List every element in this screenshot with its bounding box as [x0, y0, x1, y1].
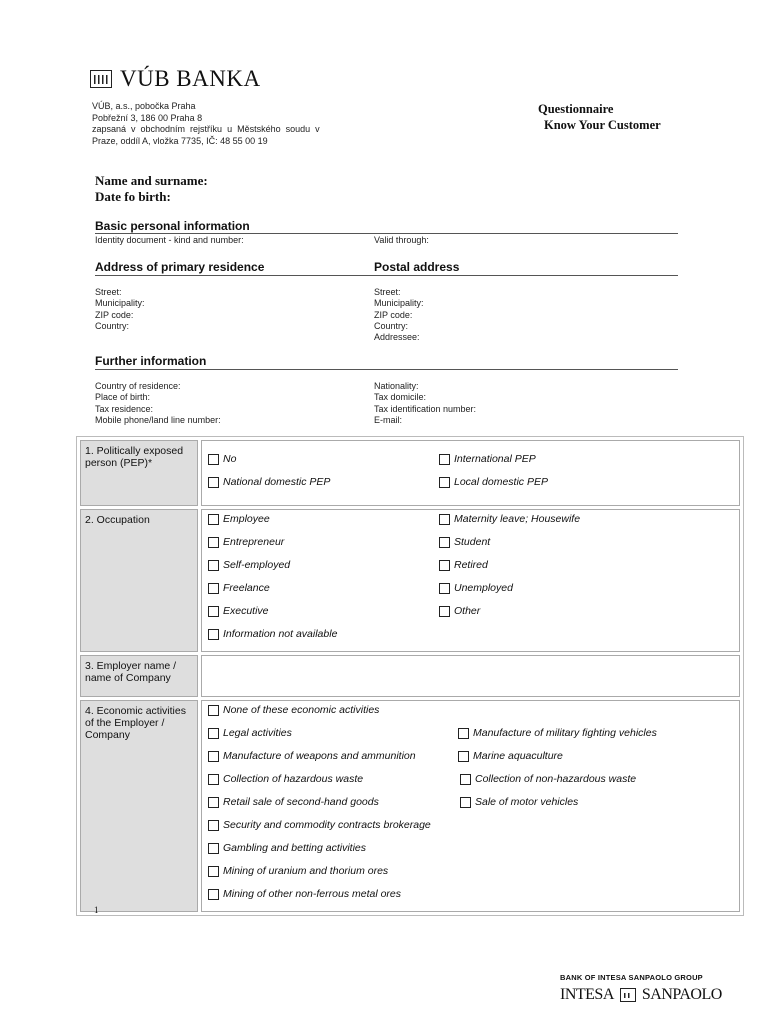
option-hazardous-waste[interactable] — [208, 773, 363, 785]
identity-document-label: Identity document - kind and number: — [95, 235, 244, 245]
checkbox[interactable] — [208, 774, 219, 785]
option-label: Executive — [223, 605, 269, 617]
option-label: No — [223, 453, 237, 465]
further-info-heading: Further information — [95, 354, 207, 368]
option-label: Entrepreneur — [223, 536, 285, 548]
field-label: ZIP code: — [374, 309, 413, 320]
logo-right: SANPAOLO — [641, 986, 722, 1003]
group-label: BANK OF INTESA SANPAOLO GROUP — [560, 973, 703, 982]
option-information-not-available[interactable] — [208, 628, 337, 640]
option-label: Security and commodity contracts brokerage — [223, 819, 431, 831]
option-military-vehicles[interactable] — [458, 727, 657, 739]
option-motor-vehicles[interactable] — [460, 796, 578, 808]
option-label: Other — [454, 605, 481, 617]
divider — [95, 275, 678, 276]
checkbox[interactable] — [208, 797, 219, 808]
checkbox[interactable] — [208, 843, 219, 854]
checkbox[interactable] — [208, 537, 219, 548]
field-label: Street: — [95, 287, 122, 297]
option-label: Sale of motor vehicles — [475, 796, 579, 808]
field-label: Tax identification number: — [374, 403, 477, 414]
identity-block — [95, 173, 208, 205]
option-unemployed[interactable] — [439, 582, 513, 594]
checkbox[interactable] — [439, 560, 450, 571]
option-label: Manufacture of military fighting vehicles — [473, 727, 657, 739]
option-weapons-ammunition[interactable] — [208, 750, 416, 762]
option-no[interactable] — [208, 453, 236, 465]
checkbox[interactable] — [439, 537, 450, 548]
address-line: Praze, oddíl A, vložka 7735, IČ: 48 55 00 19 — [92, 135, 268, 146]
primary-address-heading: Address of primary residence — [95, 260, 265, 274]
option-student[interactable] — [439, 536, 490, 548]
field-label: Place of birth: — [95, 392, 151, 403]
option-label: Unemployed — [454, 582, 513, 594]
checkbox[interactable] — [208, 728, 219, 739]
pep-options — [201, 440, 740, 506]
checkbox[interactable] — [439, 606, 450, 617]
checkbox[interactable] — [208, 454, 219, 465]
divider — [95, 233, 678, 234]
option-label: National domestic PEP — [223, 476, 331, 488]
vub-logo — [90, 66, 261, 92]
page-number: 1 — [94, 905, 99, 915]
option-label: International PEP — [454, 453, 536, 465]
field-label: E-mail: — [374, 414, 403, 425]
option-national-domestic-pep[interactable] — [208, 476, 330, 488]
checkbox[interactable] — [208, 866, 219, 877]
employer-label: 3. Employer name / name of Company — [80, 655, 198, 697]
field-label: Municipality: — [374, 298, 424, 309]
checkbox[interactable] — [208, 477, 219, 488]
further-right-fields — [374, 381, 476, 426]
checkbox[interactable] — [208, 560, 219, 571]
logo-left: INTESA — [560, 986, 614, 1003]
pep-row — [80, 440, 740, 506]
logo-text: VÚB BANKA — [120, 66, 261, 91]
occupation-label: 2. Occupation — [80, 509, 198, 652]
option-label: Collection of hazardous waste — [223, 773, 364, 785]
option-marine-aquaculture[interactable] — [458, 750, 563, 762]
option-label: Employee — [223, 513, 270, 525]
option-second-hand-goods[interactable] — [208, 796, 379, 808]
postal-address-heading: Postal address — [374, 260, 460, 274]
option-local-domestic-pep[interactable] — [439, 476, 548, 488]
title-line: Know Your Customer — [544, 118, 661, 132]
option-executive[interactable] — [208, 605, 269, 617]
field-label: Tax domicile: — [374, 392, 427, 403]
option-label: Freelance — [223, 582, 270, 594]
questionnaire-table — [76, 436, 744, 916]
option-non-hazardous-waste[interactable] — [460, 773, 636, 785]
checkbox[interactable] — [208, 606, 219, 617]
option-non-ferrous-metal[interactable] — [208, 888, 401, 900]
checkbox[interactable] — [460, 797, 471, 808]
field-label: Nationality: — [374, 381, 419, 391]
option-label: Collection of non-hazardous waste — [475, 773, 637, 785]
option-employee[interactable] — [208, 513, 270, 525]
option-label: Maternity leave; Housewife — [454, 513, 581, 525]
dob-label: Date fo birth: — [95, 189, 171, 204]
checkbox[interactable] — [458, 751, 469, 762]
checkbox[interactable] — [439, 454, 450, 465]
option-label: Retail sale of second-hand goods — [223, 796, 379, 808]
address-line: zapsaná v obchodním rejstříku u Městského soudu v — [92, 124, 320, 134]
option-label: Retired — [454, 559, 488, 571]
option-label: Self-employed — [223, 559, 291, 571]
option-international-pep[interactable] — [439, 453, 536, 465]
field-label: Country: — [95, 320, 130, 331]
field-label: ZIP code: — [95, 309, 134, 320]
option-other[interactable] — [439, 605, 480, 617]
intesa-sanpaolo-footer — [560, 973, 722, 1004]
bank-building-icon — [90, 70, 112, 88]
field-label: Mobile phone/land line number: — [95, 414, 221, 425]
option-label: Local domestic PEP — [454, 476, 548, 488]
option-label: Manufacture of weapons and ammunition — [223, 750, 416, 762]
option-gambling-betting[interactable] — [208, 842, 366, 854]
address-line: VÚB, a.s., pobočka Praha — [92, 101, 196, 111]
option-retired[interactable] — [439, 559, 488, 571]
basic-info-heading: Basic personal information — [95, 219, 250, 233]
option-self-employed[interactable] — [208, 559, 290, 571]
further-left-fields — [95, 381, 221, 426]
checkbox[interactable] — [208, 705, 219, 716]
field-label: Street: — [374, 287, 401, 297]
employer-row — [80, 655, 740, 697]
economic-activities-options — [201, 700, 740, 912]
checkbox[interactable] — [208, 751, 219, 762]
field-label: Tax residence: — [95, 403, 154, 414]
option-commodity-brokerage[interactable] — [208, 819, 431, 831]
option-none-of-these[interactable] — [208, 704, 379, 716]
field-label: Country: — [374, 320, 409, 331]
address-line: Pobřežní 3, 186 00 Praha 8 — [92, 112, 203, 123]
checkbox[interactable] — [439, 514, 450, 525]
option-label: Gambling and betting activities — [223, 842, 366, 854]
pep-label: 1. Politically exposed person (PEP)* — [80, 440, 198, 506]
economic-activities-label: 4. Economic activities of the Employer / Company — [80, 700, 198, 912]
employer-name-field[interactable] — [201, 655, 740, 697]
divider — [95, 369, 678, 370]
bank-address — [92, 101, 320, 147]
option-label: None of these economic activities — [223, 704, 380, 716]
checkbox[interactable] — [208, 514, 219, 525]
title-line: Questionnaire — [538, 102, 614, 116]
checkbox[interactable] — [208, 629, 219, 640]
checkbox[interactable] — [460, 774, 471, 785]
field-label: Municipality: — [95, 298, 145, 309]
field-label: Addressee: — [374, 332, 420, 343]
name-label: Name and surname: — [95, 173, 208, 188]
checkbox[interactable] — [458, 728, 469, 739]
valid-through-label: Valid through: — [374, 235, 429, 245]
primary-address-fields — [95, 287, 145, 332]
option-uranium-thorium[interactable] — [208, 865, 388, 877]
option-freelance[interactable] — [208, 582, 270, 594]
checkbox[interactable] — [208, 583, 219, 594]
economic-activities-row — [80, 700, 740, 912]
intesa-sanpaolo-logo — [560, 986, 722, 1004]
option-maternity-leave[interactable] — [439, 513, 580, 525]
document-title — [538, 101, 661, 133]
option-legal-activities[interactable] — [208, 727, 292, 739]
occupation-options — [201, 509, 740, 652]
option-label: Legal activities — [223, 727, 292, 739]
checkbox[interactable] — [439, 477, 450, 488]
option-label: Mining of uranium and thorium ores — [223, 865, 389, 877]
option-entrepreneur[interactable] — [208, 536, 284, 548]
option-label: Marine aquaculture — [473, 750, 563, 762]
checkbox[interactable] — [439, 583, 450, 594]
checkbox[interactable] — [208, 820, 219, 831]
bank-building-icon — [620, 988, 636, 1002]
checkbox[interactable] — [208, 889, 219, 900]
occupation-row — [80, 509, 740, 652]
field-label: Country of residence: — [95, 381, 181, 391]
option-label: Mining of other non-ferrous metal ores — [223, 888, 402, 900]
option-label: Student — [454, 536, 491, 548]
postal-address-fields — [374, 287, 424, 343]
option-label: Information not available — [223, 628, 338, 640]
